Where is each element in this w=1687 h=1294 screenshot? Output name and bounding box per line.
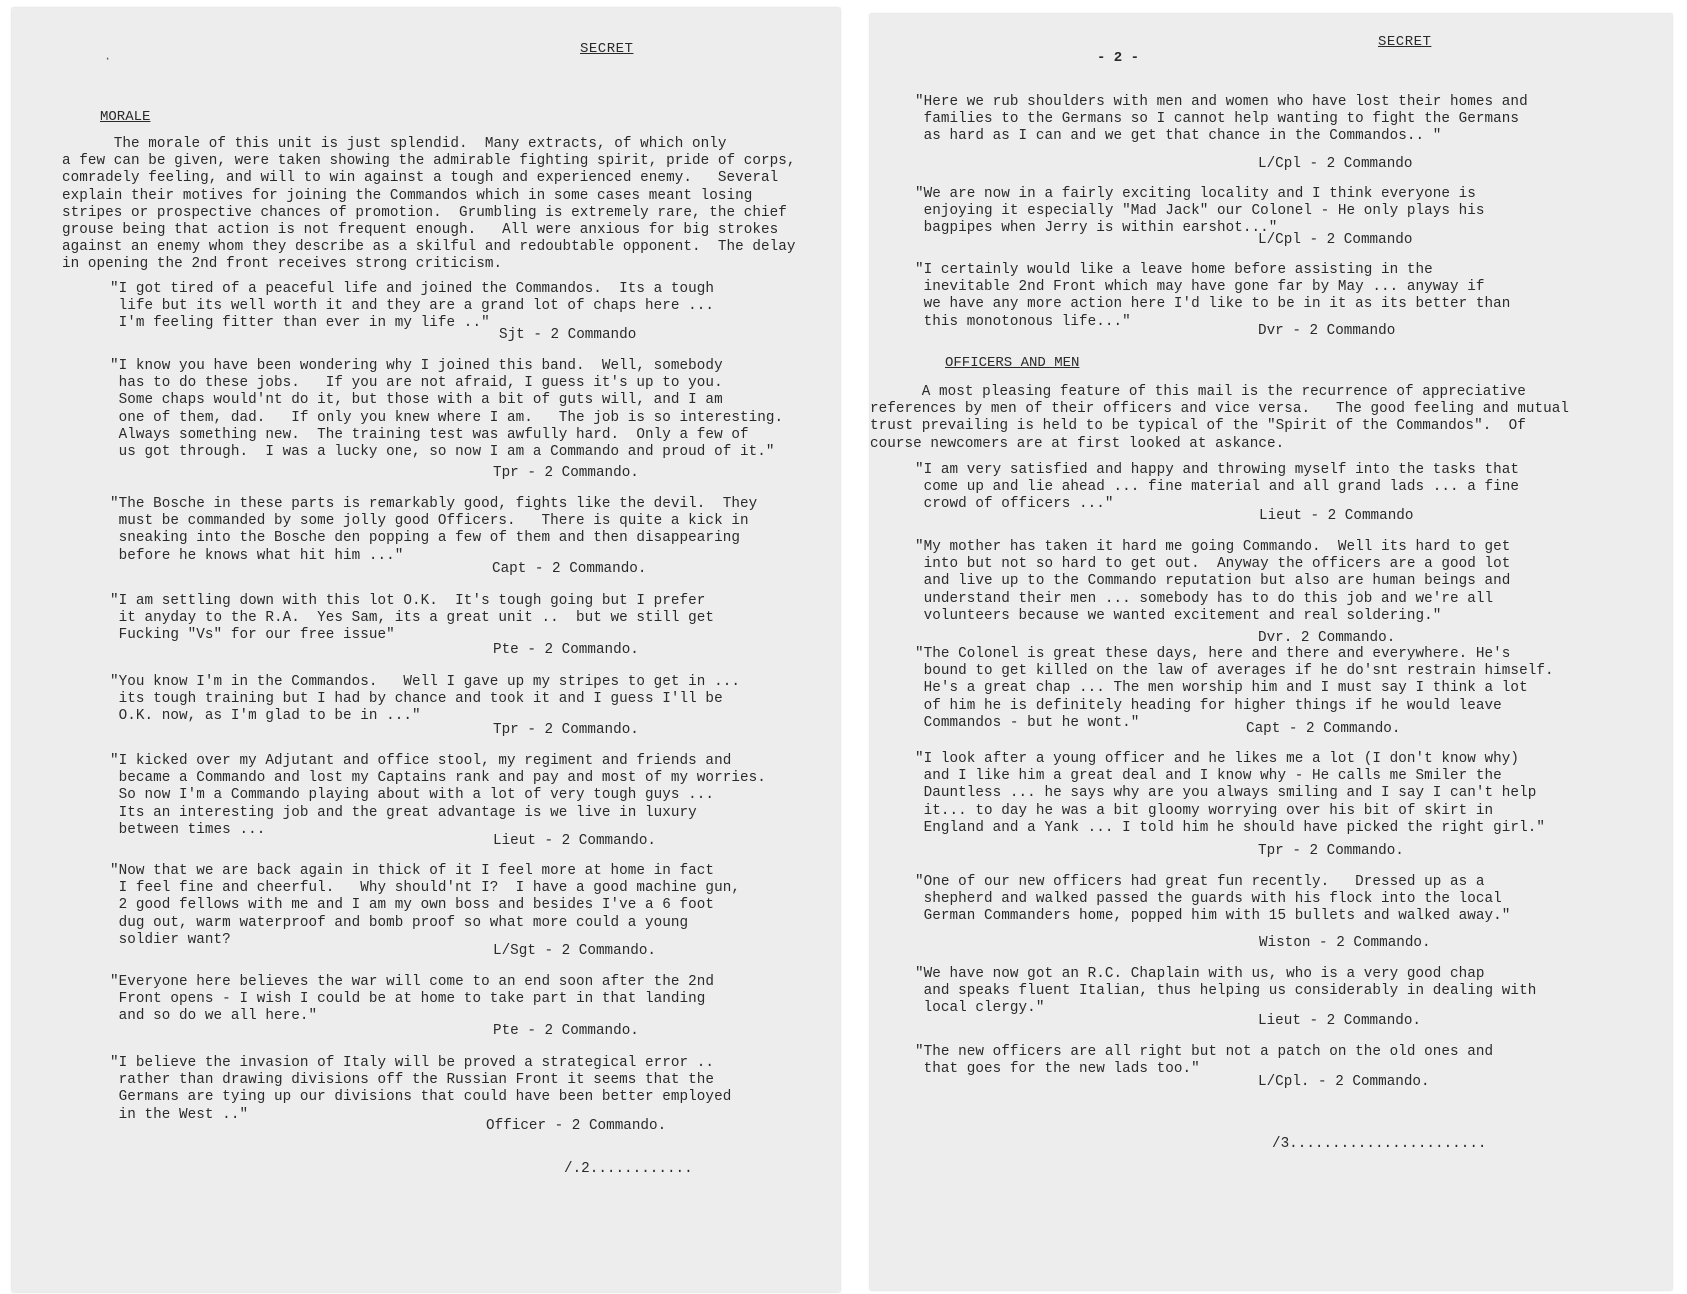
quote-text: "I am settling down with this lot O.K. It's tough going but I prefer it anyday to the R.A. Yes Sam, its a great unit .. but we still get Fucking "Vs" for our free issue" (110, 593, 715, 644)
page-continuation: /3....................... (1272, 1136, 1487, 1152)
section-heading-morale: MORALE (100, 109, 151, 125)
page-number: - 2 - (1097, 50, 1140, 66)
quote-attribution: Dvr. 2 Commando. (1258, 630, 1396, 646)
quote-attribution: Pte - 2 Commando. (493, 642, 639, 658)
quote-text: "You know I'm in the Commandos. Well I gave up my stripes to get in ... its tough training but I had by chance and took it and I guess I'll be O.K. now, as I'm glad to be in ..." (110, 674, 740, 725)
quote-attribution: Tpr - 2 Commando. (493, 465, 639, 481)
quote-attribution: Sjt - 2 Commando (499, 327, 637, 343)
quote-attribution: L/Cpl. - 2 Commando. (1258, 1074, 1430, 1090)
secret-classification: SECRET (580, 41, 634, 57)
quote-attribution: L/Cpl - 2 Commando (1258, 232, 1413, 248)
secret-classification: SECRET (1378, 34, 1432, 50)
quote-attribution: Pte - 2 Commando. (493, 1023, 639, 1039)
section-heading-officers-and-men: OFFICERS AND MEN (945, 355, 1080, 371)
quote-text: "Here we rub shoulders with men and women who have lost their homes and families to the Germans so I cannot help wanting to fight the Germans as hard as I can and we get that chance in the Commandos.. " (915, 94, 1528, 145)
quote-text: "I look after a young officer and he likes me a lot (I don't know why) and I like him a great deal and I know why - He calls me Smiler the Dauntless ... he says why are you always smiling and I say I can't help it... to day he was a bit gloomy worrying over his bit of skirt in England and a Yank ... I told him he should have picked the right girl." (915, 751, 1545, 836)
quote-text: "The Bosche in these parts is remarkably good, fights like the devil. They must be commanded by some jolly good Officers. There is quite a kick in sneaking into the Bosche den popping a few of them and then disappearing before he knows what hit him ..." (110, 496, 758, 564)
quote-text: "I certainly would like a leave home before assisting in the inevitable 2nd Front which may have gone far by May ... anyway if we have any more action here I'd like to be in it as its better than this monotonous life..." (915, 262, 1511, 330)
quote-text: "I believe the invasion of Italy will be proved a strategical error .. rather than drawing divisions off the Russian Front it seems that the Germans are tying up our divisions that could have been better employed in the West .." (110, 1055, 732, 1123)
page-continuation: /.2............ (564, 1161, 693, 1177)
quote-text: "My mother has taken it hard me going Commando. Well its hard to get into but not so hard to get out. Anyway the officers are a good lot and live up to the Commando reputation but also are human beings and understand their men ... somebody has to do this job and we're all volunteers because we wanted excitement and real soldering." (915, 539, 1511, 624)
quote-text: "We have now got an R.C. Chaplain with us, who is a very good chap and speaks fluent Italian, thus helping us considerably in dealing with local clergy." (915, 966, 1537, 1017)
document-page-1 (12, 8, 840, 1292)
quote-attribution: Tpr - 2 Commando. (1258, 843, 1404, 859)
quote-text: "I got tired of a peaceful life and joined the Commandos. Its a tough life but its well worth it and they are a grand lot of chaps here ... I'm feeling fitter than ever in my life .." (110, 281, 715, 332)
quote-text: "I am very satisfied and happy and throwing myself into the tasks that come up and lie ahead ... fine material and all grand lads ... a fine crowd of officers ..." (915, 462, 1520, 513)
quote-text: "The Colonel is great these days, here and there and everywhere. He's bound to get killed on the law of averages if he do'snt restrain himself. He's a great chap ... The men worship him and I must say I think a lot of him he is definitely heading for higher things if he would leave Commandos - but he wont." (915, 646, 1554, 731)
quote-attribution: Lieut - 2 Commando (1259, 508, 1414, 524)
quote-attribution: Tpr - 2 Commando. (493, 722, 639, 738)
intro-paragraph: A most pleasing feature of this mail is the recurrence of appreciative references by men of their officers and vice versa. The good feeling and mutual trust prevailing is held to be typical of the "Spirit of the Commandos". Of course newcomers are at first looked at askance. (870, 384, 1569, 452)
quote-attribution: Dvr - 2 Commando (1258, 323, 1396, 339)
quote-text: "The new officers are all right but not a patch on the old ones and that goes for the new lads too." (915, 1044, 1494, 1078)
quote-attribution: Capt - 2 Commando. (1246, 721, 1401, 737)
quote-text: "Now that we are back again in thick of it I feel more at home in fact I feel fine and cheerful. Why should'nt I? I have a good machine gun, 2 good fellows with me and I am my own boss and besides I've a 6 foot dug out, warm waterproof and bomb proof so what more could a young soldier want? (110, 863, 740, 948)
intro-paragraph: The morale of this unit is just splendid. Many extracts, of which only a few can be given, were taken showing the admirable fighting spirit, pride of corps, comradely feeling, and will to win against a tough and experienced enemy. Several explain their motives for joining the Commandos which in some cases meant losing stripes or prospective chances of promotion. Grumbling is extremely rare, the chief grouse being that action is not frequent enough. All were anxious for big strokes against an enemy whom they describe as a skilful and redoubtable opponent. The delay in opening the 2nd front receives strong criticism. (62, 136, 796, 273)
quote-text: "We are now in a fairly exciting locality and I think everyone is enjoying it especially "Mad Jack" our Colonel - He only plays his bagpipes when Jerry is within earshot..." (915, 186, 1485, 237)
document-page-2 (870, 14, 1672, 1290)
quote-attribution: Lieut - 2 Commando. (493, 833, 657, 849)
quote-text: "I kicked over my Adjutant and office stool, my regiment and friends and became a Commando and lost my Captains rank and pay and most of my worries. So now I'm a Commando playing about with a lot of very tough guys ... Its an interesting job and the great advantage is we live in luxury between times ... (110, 753, 766, 838)
quote-attribution: Wiston - 2 Commando. (1259, 935, 1431, 951)
quote-text: "I know you have been wondering why I joined this band. Well, somebody has to do these jobs. If you are not afraid, I guess it's up to you. Some chaps would'nt do it, but those with a bit of guts will, and I am one of them, dad. If only you knew where I am. The job is so interesting. Always something new. The training test was awfully hard. Only a few of us got through. I was a lucky one, so now I am a Commando and proud of it." (110, 358, 784, 461)
quote-attribution: L/Cpl - 2 Commando (1258, 156, 1413, 172)
stray-mark: · (104, 52, 112, 66)
quote-text: "One of our new officers had great fun recently. Dressed up as a shepherd and walked passed the guards with his flock into the local German Commanders home, popped him with 15 bullets and walked away." (915, 874, 1511, 925)
quote-attribution: Lieut - 2 Commando. (1258, 1013, 1422, 1029)
quote-attribution: L/Sgt - 2 Commando. (493, 943, 657, 959)
quote-attribution: Capt - 2 Commando. (492, 561, 647, 577)
quote-attribution: Officer - 2 Commando. (486, 1118, 667, 1134)
quote-text: "Everyone here believes the war will come to an end soon after the 2nd Front opens - I wish I could be at home to take part in that landing and so do we all here." (110, 974, 715, 1025)
